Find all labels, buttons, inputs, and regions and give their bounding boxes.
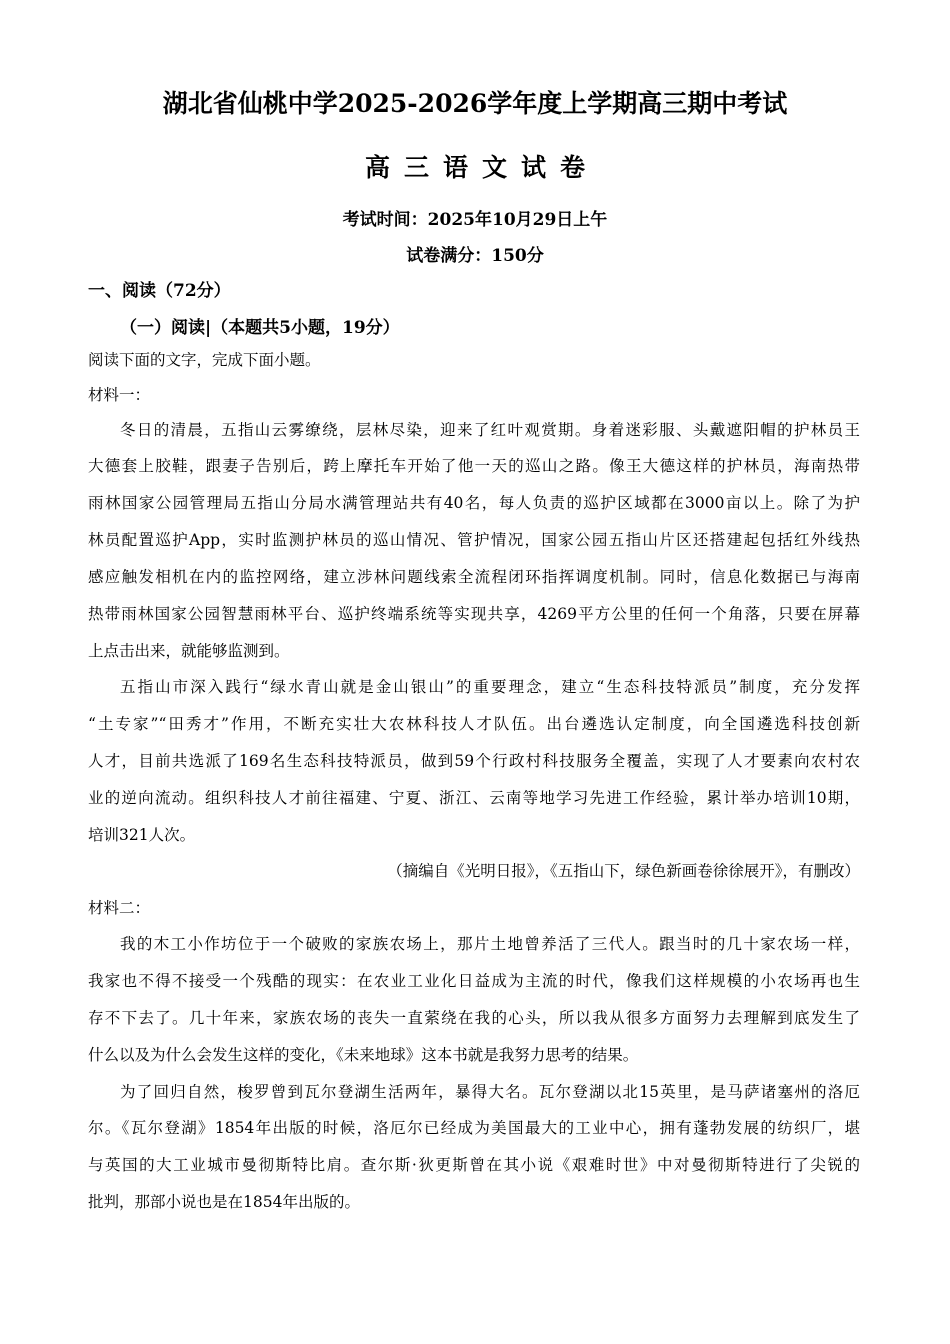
material1-p2-line: 业的逆向流动。组织科技人才前往福建、宁夏、浙江、云南等地学习先进工作经验，累计举办培训10期，: [88, 789, 860, 807]
material1-p2-line: 培训321人次。: [88, 826, 196, 844]
material1-source: （摘编自《光明日报》，《五指山下，绿色新画卷徐徐展开》，有删改）: [387, 862, 860, 880]
material1-label: 材料一：: [88, 386, 151, 404]
material1-p1-line: 感应触发相机在内的监控网络，建立涉林问题线索全流程闭环指挥调度机制。同时，信息化数据已与海南: [88, 568, 860, 586]
material1-p2-line: 五指山市深入践行“绿水青山就是金山银山”的重要理念，建立“生态科技特派员”制度，充分发挥: [120, 678, 860, 696]
material1-p2-line: 人才，目前共选派了169名生态科技特派员，做到59个行政村科技服务全覆盖，实现了人才要素向农村农: [88, 752, 860, 770]
subsection-heading: （一）阅读|（本题共5小题，19分）: [120, 318, 400, 338]
material1-p1-line: 上点击出来，就能够监测到。: [88, 642, 290, 660]
material1-p1-line: 冬日的清晨，五指山云雾缭绕，层林尽染，迎来了红叶观赏期。身着迷彩服、头戴遮阳帽的护林员王: [120, 421, 860, 439]
material2-p1-line: 我的木工小作坊位于一个破败的家族农场上，那片土地曾养活了三代人。跟当时的几十家农场一样，: [120, 935, 860, 953]
material1-p1-line: 雨林国家公园管理局五指山分局水满管理站共有40名，每人负责的巡护区域都在3000亩以上。除了为护: [88, 494, 860, 512]
exam-subtitle: 高三语文试卷: [364, 153, 599, 182]
exam-time: 考试时间：2025年10月29日上午: [342, 210, 608, 230]
material2-p1-line: 存不下去了。几十年来，家族农场的丧失一直萦绕在我的心头，所以我从很多方面努力去理解到底发生了: [88, 1009, 860, 1027]
material2-p2-line: 为了回归自然，梭罗曾到瓦尔登湖生活两年，暴得大名。瓦尔登湖以北15英里，是马萨诸塞州的洛厄: [120, 1083, 860, 1101]
material1-p1-line: 林员配置巡护App，实时监测护林员的巡山情况、管护情况，国家公园五指山片区还搭建起包括红外线热: [88, 531, 860, 549]
exam-title: 湖北省仙桃中学2025-2026学年度上学期高三期中考试: [162, 89, 788, 118]
instruction-text: 阅读下面的文字，完成下面小题。: [88, 351, 321, 369]
material2-p2-line: 批判，那部小说也是在1854年出版的。: [88, 1193, 360, 1211]
material1-p2-line: “土专家”“田秀才”作用，不断充实壮大农林科技人才队伍。出台遴选认定制度，向全国遴选科技创新: [88, 715, 860, 733]
section-heading: 一、阅读（72分）: [88, 281, 231, 301]
material2-label: 材料二：: [88, 899, 151, 917]
exam-score: 试卷满分：150分: [406, 246, 544, 266]
material2-p2-line: 尔。《瓦尔登湖》1854年出版的时候，洛厄尔已经成为美国最大的工业中心，拥有蓬勃发展的纺织厂，堪: [88, 1119, 860, 1137]
material1-p1-line: 热带雨林国家公园智慧雨林平台、巡护终端系统等实现共享，4269平方公里的任何一个角落，只要在屏幕: [88, 605, 860, 623]
material2-p2-line: 与英国的大工业城市曼彻斯特比肩。查尔斯·狄更斯曾在其小说《艰难时世》中对曼彻斯特进行了尖锐的: [88, 1156, 860, 1174]
material1-p1-line: 大德套上胶鞋，跟妻子告别后，跨上摩托车开始了他一天的巡山之路。像王大德这样的护林员，海南热带: [88, 457, 860, 475]
material2-p1-line: 我家也不得不接受一个残酷的现实：在农业工业化日益成为主流的时代，像我们这样规模的小农场再也生: [88, 972, 860, 990]
material2-p1-line: 什么以及为什么会发生这样的变化，《未来地球》这本书就是我努力思考的结果。: [88, 1046, 639, 1064]
